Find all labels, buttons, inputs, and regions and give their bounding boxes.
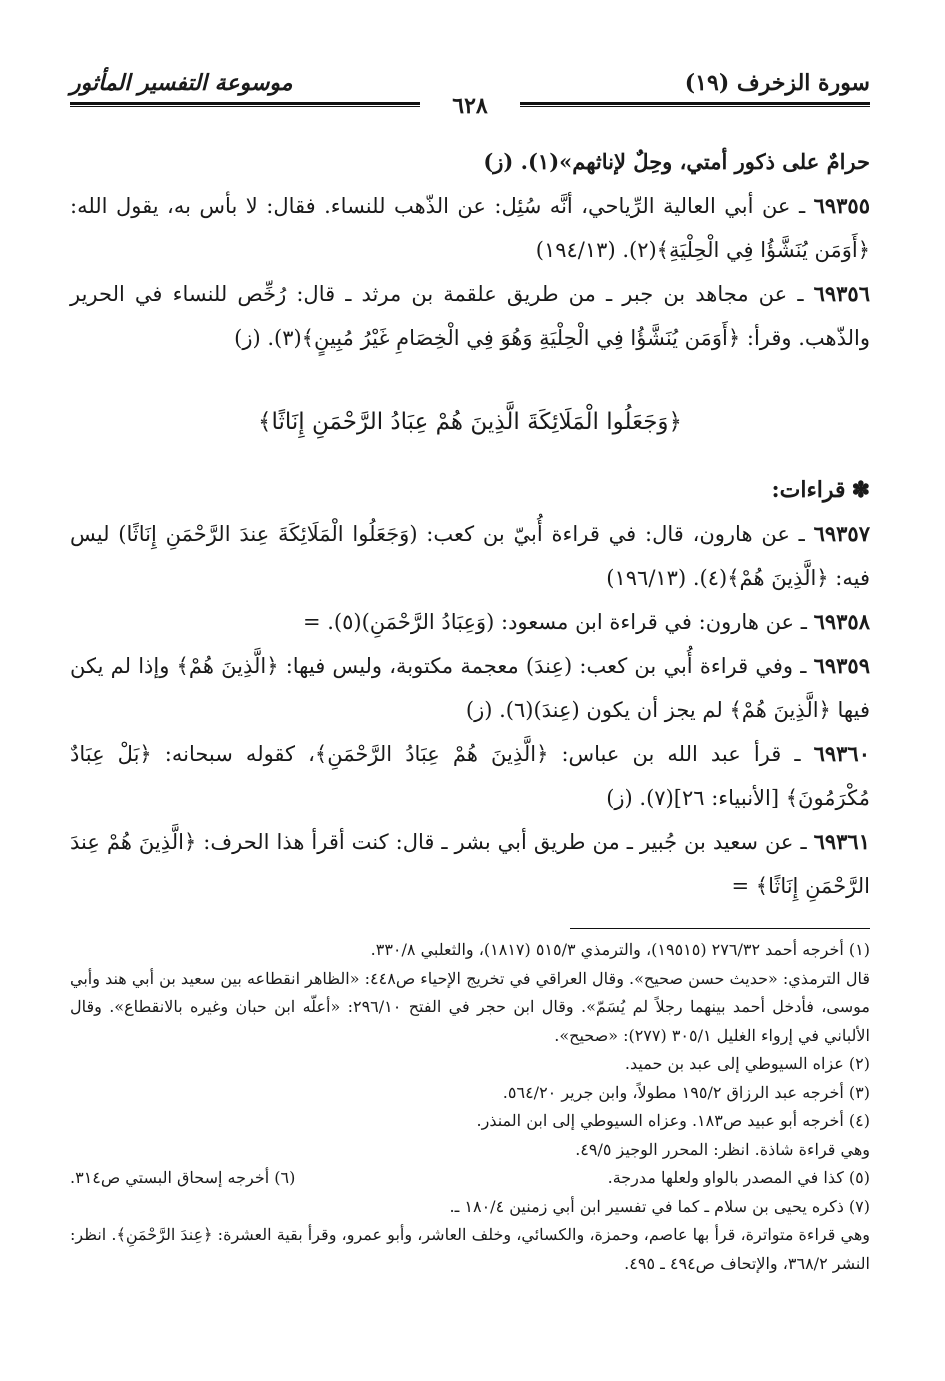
footnote-2: (٢) عزاه السيوطي إلى عبد بن حميد. [624,1054,870,1073]
narration-number: ٦٩٣٥٩ [813,653,870,678]
narration-69356 [70,272,870,360]
continuation-line: حرامٌ على ذكور أمتي، وحِلٌ لإناثهم»(١). (ز) [483,149,870,174]
narration-69355 [70,184,870,272]
narration-text: ـ قرأ عبد الله بن عباس: ﴿الَّذِينَ هُمْ عِبَادُ الرَّحْمَنِ﴾، كقوله سبحانه: ﴿بَلْ عِبَادٌ مُكْرَمُونَ﴾ [الأنبياء: ٢٦](٧). (ز) [70,742,870,810]
section-heading-label: قراءات: [771,477,846,503]
narration-69359 [70,644,870,732]
narration-number: ٦٩٣٥٥ [813,193,870,218]
flower-icon: ✽ [851,477,870,503]
narration-text: ـ عن مجاهد بن جبر ـ من طريق علقمة بن مرثد ـ قال: رُخِّص للنساء في الحرير والذّهب. وقرأ: ﴿أَوَمَن يُنَشَّؤُا فِي الْحِلْيَةِ وَهُوَ فِي الْخِصَامِ غَيْرُ مُبِينٍ﴾(٣). (ز) [70,282,870,350]
footnote-6: (٦) أخرجه إسحاق البستي ص٣١٤. [70,1168,296,1187]
surah-title: سورة الزخرف (١٩) [684,70,870,96]
footnote-1-note: قال الترمذي: «حديث حسن صحيح». وقال العراقي في تخريج الإحياء ص٤٤٨: «الظاهر انقطاعه بين سعيد بن أبي هند وأبي موسى، فأدخل أحمد بينهما رجلاً لم يُسَمّ». وقال ابن حجر في الفتح ٢٩٦/١٠: «أعلّه ابن حبان وغيره بالانقطاع». وقال الألباني في إرواء الغليل ٣٠٥/١ (٢٧٧): «صحيح». [70,968,871,1045]
narration-69358 [70,600,870,644]
footnote-3: (٣) أخرجه عبد الرزاق ١٩٥/٢ مطولاً، وابن جرير ٥٦٤/٢٠. [502,1082,870,1102]
narration-text: ـ عن هارون، قال: في قراءة أُبيّ بن كعب: (وَجَعَلُوا الْمَلَائِكَةَ عِندَ الرَّحْمَنِ إِنَاثًا) ليس فيه: ﴿الَّذِينَ هُمْ﴾(٤). (١٩٦/١٣) [70,522,870,590]
narration-number: ٦٩٣٦١ [813,829,870,854]
footnote-5: (٥) كذا في المصدر بالواو ولعلها مدرجة. [607,1168,870,1187]
footnotes [70,936,870,1278]
book-title: موسوعة التفسير المأثور [70,70,293,96]
footnote-4-note: وهي قراءة شاذة. انظر: المحرر الوجيز ٤٩/٥. [575,1139,870,1159]
narration-number: ٦٩٣٦٠ [813,741,870,766]
footnote-7: (٧) ذكره يحيى بن سلام ـ كما في تفسير ابن أبي زمنين ١٨٠/٤ ـ. [449,1196,870,1216]
narration-number: ٦٩٣٥٦ [813,281,870,306]
footnote-1: (١) أخرجه أحمد ٢٧٦/٣٢ (١٩٥١٥)، والترمذي ٥١٥/٣ (١٨١٧)، والثعلبي ٣٣٠/٨. [370,940,870,959]
narration-69357 [70,512,870,600]
quran-verse: ﴿وَجَعَلُوا الْمَلَائِكَةَ الَّذِينَ هُمْ عِبَادُ الرَّحْمَنِ إِنَاثًا﴾ [257,409,683,435]
footnote-4: (٤) أخرجه أبو عبيد ص١٨٣. وعزاه السيوطي إلى ابن المنذر. [476,1111,870,1130]
narration-text: ـ وفي قراءة أُبي بن كعب: (عِندَ) معجمة مكتوبة، وليس فيها: ﴿الَّذِينَ هُمْ﴾ وإذا لم يكن فيها ﴿الَّذِينَ هُمْ﴾ لم يجز أن يكون (عِندَ)(٦). (ز) [70,654,870,722]
footnote-divider [570,928,870,929]
section-heading [70,468,870,512]
narration-69361 [70,820,870,908]
narration-text: ـ عن هارون: في قراءة ابن مسعود: (وَعِبَادُ الرَّحْمَنِ)(٥). = [302,610,814,634]
page-number: ٦٢٨ [420,90,520,122]
footnote-7-note: وهي قراءة متواترة، قرأ بها عاصم، وحمزة، والكسائي، وخلف العاشر، وأبو عمرو، وقرأ بقية العشرة: ﴿عِندَ الرَّحْمَنِ﴾. انظر: النشر ٣٦٨/٢، والإتحاف ص٤٩٤ ـ ٤٩٥. [70,1225,870,1273]
narration-text: ـ عن أبي العالية الرِّياحي، أنَّه سُئِل: عن الذّهب للنساء. فقال: لا بأس به، يقول الله: ﴿أَوَمَن يُنَشَّؤُا فِي الْحِلْيَةِ﴾(٢). (١٩٤/١٣) [70,194,870,262]
narration-69360 [70,732,870,820]
footnote-row-5-6 [70,1164,870,1193]
main-text [70,140,870,908]
narration-number: ٦٩٣٥٨ [813,609,870,634]
narration-text: ـ عن سعيد بن جُبير ـ من طريق أبي بشر ـ قال: كنت أقرأ هذا الحرف: ﴿الَّذِينَ هُمْ عِندَ الرَّحْمَنِ إِنَاثًا﴾ = [70,830,870,898]
narration-number: ٦٩٣٥٧ [813,521,870,546]
